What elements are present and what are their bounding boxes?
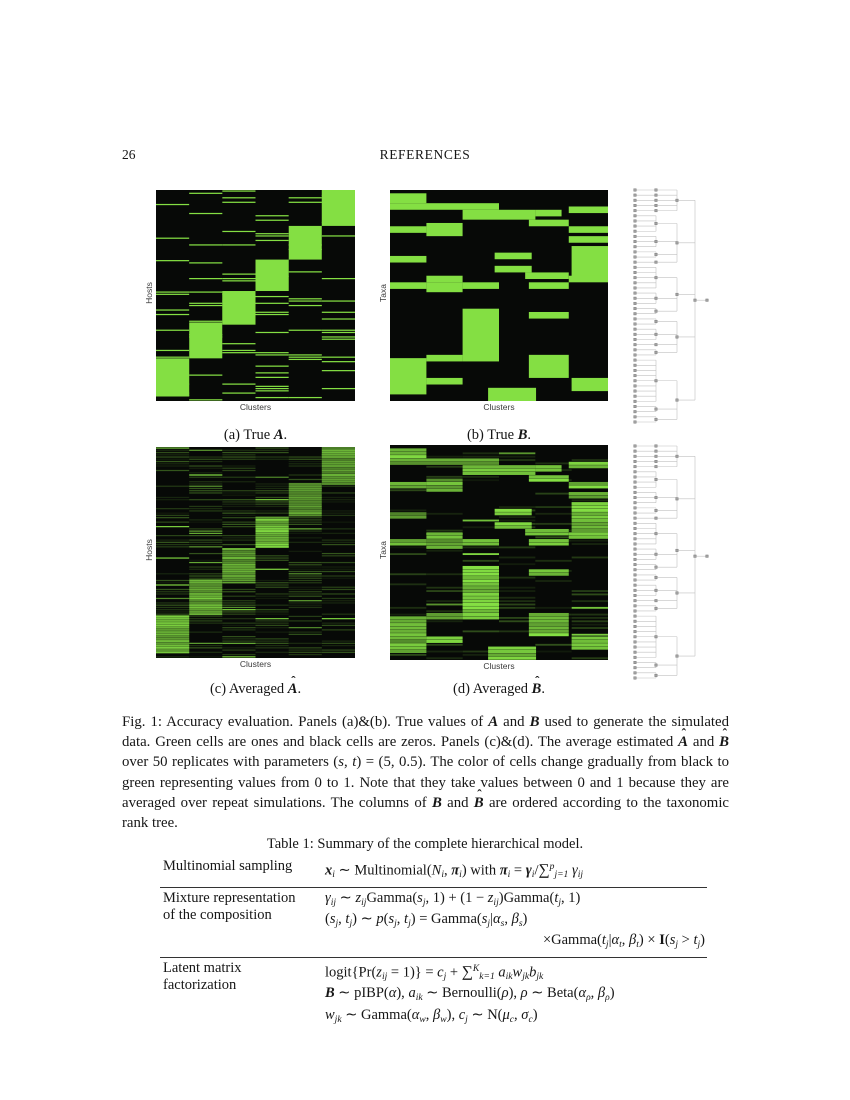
taxonomic-tree-bottom (630, 442, 712, 682)
formula-line: $x_i$ ∼ $Multinomial(N_i$, $\pi_i$) with $\pi_i = \gamma_i/\sum^p_{j=1}$ $\gamma_{ij}$ (325, 861, 584, 881)
row-label: of the composition (163, 907, 272, 924)
page-number: 26 (122, 147, 136, 162)
axis-label-hosts-c: Hosts (143, 539, 154, 561)
axis-label-clusters-c: Clusters (239, 659, 272, 669)
table-title: Table 1: Summary of the complete hierarchical model. (266, 836, 584, 852)
formula-line: $\times Gamma(t_j|\alpha_t$, $\beta_t) \times I(s_j > t_j)$ (542, 932, 705, 951)
row-label: factorization (163, 977, 237, 994)
heatmap-panel-a (143, 190, 355, 412)
caption-b: (b) True B. (466, 427, 532, 443)
row-label: Multinomial sampling (163, 858, 293, 874)
table-row (160, 957, 707, 1031)
axis-label-clusters-d: Clusters (483, 661, 515, 671)
taxonomic-tree-top (630, 186, 712, 426)
axis-label-clusters-b: Clusters (483, 402, 515, 412)
heatmap-c-canvas (156, 447, 355, 658)
heatmap-panel-b (377, 190, 608, 412)
formula-line: B ∼ pIBP(α), $a_{ik}$ ∼ Bernoulli(ρ), ρ ∼ $Beta(\alpha_\rho$, $\beta_\rho$) (325, 985, 615, 1004)
axis-label-clusters-a: Clusters (239, 402, 272, 412)
table-row (160, 856, 707, 887)
axis-label-taxa-b: Taxa (377, 284, 388, 302)
formula-line: $w_{jk}$ ∼ $Gamma(\alpha_w$, $\beta_w$), $c_j$ ∼ $N(\mu_c$, $\sigma_c$) (325, 1006, 538, 1025)
heatmap-b-canvas (390, 190, 608, 401)
table-row (160, 887, 707, 957)
formula-line: ($s_j$, $t_j$) ∼ $p(s_j$, $t_j$) = $Gamma(s_j|\alpha_s$, $\beta_s$) (325, 910, 528, 929)
figure-caption: Fig. 1: Accuracy evaluation. Panels (a)&(b). True values of A and B used to generate the simulated data. Green cells are ones and black cells are zeros. Panels (c)&(d). The average estimated A ˆ and B ˆ over 50 replicates with parameters (s, t) = (5, 0.5). The color of cells change gradually from black to green representing values from 0 to 1. Note that they take values between 0 and 1 because they are averaged over repeat simulations. The columns of B and B ˆ are ordered according to the taxonomic rank tree. (122, 712, 729, 833)
heatmap-d-canvas (390, 445, 608, 660)
axis-label-hosts-a: Hosts (143, 282, 154, 304)
caption-c: (c) Averaged A ˆ. (156, 681, 355, 698)
caption-d: (d) Averaged B ˆ. (390, 681, 608, 698)
running-head: REFERENCES (379, 147, 471, 162)
row-label: Latent matrix (163, 959, 242, 976)
heatmap-a-canvas (156, 190, 355, 401)
heatmap-panel-d (377, 445, 608, 671)
formula-line: $logit\{Pr(z_{ij} = 1)\} = c_j + \sum^K_{k=1}$ $a_{ik}w_{jk}b_{jk}$ (325, 962, 544, 982)
caption-a: (a) True A. (223, 427, 288, 443)
heatmap-panel-c (143, 447, 355, 669)
axis-label-taxa-d: Taxa (377, 541, 388, 559)
row-label: Mixture representation (163, 889, 296, 906)
model-summary-table (160, 856, 707, 1031)
formula-line: $\gamma_{ij}$ ∼ $z_{ij}Gamma(s_j$, $1) + (1 - z_{ij})Gamma(t_j$, 1) (325, 889, 581, 908)
